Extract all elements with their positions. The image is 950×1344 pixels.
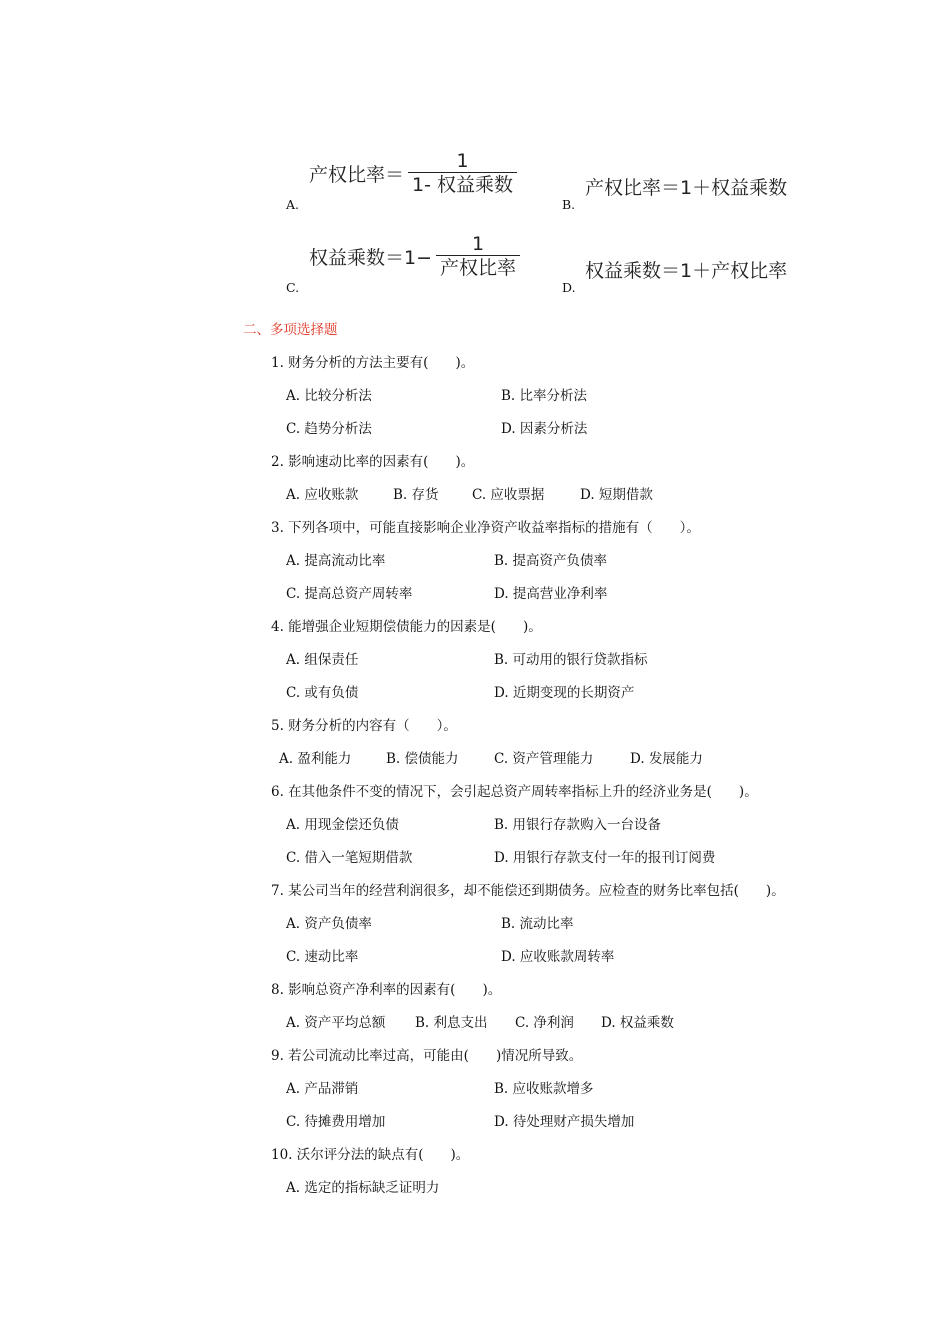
formula-c-label: C.: [286, 280, 300, 295]
section-title: 二、多项选择题: [243, 322, 338, 338]
formula-a: [309, 150, 517, 197]
question-8-option-c: C. 净利润: [515, 1015, 574, 1031]
question-8: 8. 影响总资产净利率的因素有( )。: [271, 982, 502, 998]
question-1-option-b: B. 比率分析法: [501, 388, 588, 404]
question-4-option-c: C. 或有负债: [286, 685, 359, 701]
question-3-option-b: B. 提高资产负债率: [494, 553, 608, 569]
question-1-option-a: A. 比较分析法: [286, 388, 372, 404]
question-5-option-a: A. 盈利能力: [279, 751, 352, 767]
question-9: 9. 若公司流动比率过高，可能由( )情况所导致。: [271, 1048, 583, 1064]
formula-d: 权益乘数＝1＋产权比率: [585, 260, 788, 282]
question-8-option-a: A. 资产平均总额: [286, 1015, 386, 1031]
question-4-option-a: A. 组保责任: [286, 652, 359, 668]
question-6-option-c: C. 借入一笔短期借款: [286, 850, 413, 866]
question-9-option-d: D. 待处理财产损失增加: [494, 1114, 635, 1130]
formula-c-numerator: 1: [471, 233, 485, 255]
question-8-option-d: D. 权益乘数: [601, 1015, 674, 1031]
question-3-option-c: C. 提高总资产周转率: [286, 586, 413, 602]
question-5: 5. 财务分析的内容有（ ）。: [271, 718, 457, 734]
formula-a-label: A.: [286, 197, 300, 212]
formula-a-fraction: [408, 150, 517, 197]
question-10-option-a: A. 选定的指标缺乏证明力: [286, 1180, 440, 1196]
formula-c-lhs: 权益乘数＝1−: [309, 247, 433, 269]
formula-b: 产权比率＝1＋权益乘数: [585, 177, 788, 199]
formula-a-lhs: 产权比率＝: [309, 164, 405, 186]
question-2-option-c: C. 应收票据: [472, 487, 545, 503]
question-1-option-d: D. 因素分析法: [501, 421, 588, 437]
formula-c: [309, 233, 520, 280]
question-9-option-c: C. 待摊费用增加: [286, 1114, 386, 1130]
question-9-option-a: A. 产品滞销: [286, 1081, 359, 1097]
question-3-option-a: A. 提高流动比率: [286, 553, 386, 569]
formula-c-denominator: 产权比率: [436, 255, 520, 280]
question-5-option-d: D. 发展能力: [630, 751, 703, 767]
question-2: 2. 影响速动比率的因素有( )。: [271, 454, 475, 470]
question-1: 1. 财务分析的方法主要有( )。: [271, 355, 475, 371]
question-7-option-a: A. 资产负债率: [286, 916, 372, 932]
question-3-option-d: D. 提高营业净利率: [494, 586, 608, 602]
question-4-option-d: D. 近期变现的长期资产: [494, 685, 635, 701]
question-5-option-b: B. 偿债能力: [386, 751, 459, 767]
question-6: 6. 在其他条件不变的情况下，会引起总资产周转率指标上升的经济业务是( )。: [271, 784, 758, 800]
question-4: 4. 能增强企业短期偿债能力的因素是( )。: [271, 619, 542, 635]
question-7-option-c: C. 速动比率: [286, 949, 359, 965]
formula-a-denominator: 1- 权益乘数: [408, 172, 517, 197]
question-6-option-b: B. 用银行存款购入一台设备: [494, 817, 662, 833]
formula-d-label: D.: [562, 280, 576, 295]
question-10: 10. 沃尔评分法的缺点有( )。: [271, 1147, 470, 1163]
question-1-option-c: C. 趋势分析法: [286, 421, 372, 437]
question-7: 7. 某公司当年的经营利润很多，却不能偿还到期债务。应检查的财务比率包括( )。: [271, 883, 785, 899]
question-6-option-a: A. 用现金偿还负债: [286, 817, 399, 833]
question-5-option-c: C. 资产管理能力: [494, 751, 594, 767]
formula-a-numerator: 1: [456, 150, 469, 172]
question-2-option-a: A. 应收账款: [286, 487, 359, 503]
question-2-option-b: B. 存货: [393, 487, 439, 503]
question-4-option-b: B. 可动用的银行贷款指标: [494, 652, 648, 668]
formula-b-label: B.: [562, 197, 576, 212]
question-3: 3. 下列各项中，可能直接影响企业净资产收益率指标的措施有（ ）。: [271, 520, 700, 536]
question-7-option-d: D. 应收账款周转率: [501, 949, 615, 965]
question-9-option-b: B. 应收账款增多: [494, 1081, 594, 1097]
question-6-option-d: D. 用银行存款支付一年的报刊订阅费: [494, 850, 716, 866]
formula-c-fraction: [436, 233, 520, 280]
question-2-option-d: D. 短期借款: [580, 487, 653, 503]
question-7-option-b: B. 流动比率: [501, 916, 574, 932]
question-8-option-b: B. 利息支出: [415, 1015, 488, 1031]
